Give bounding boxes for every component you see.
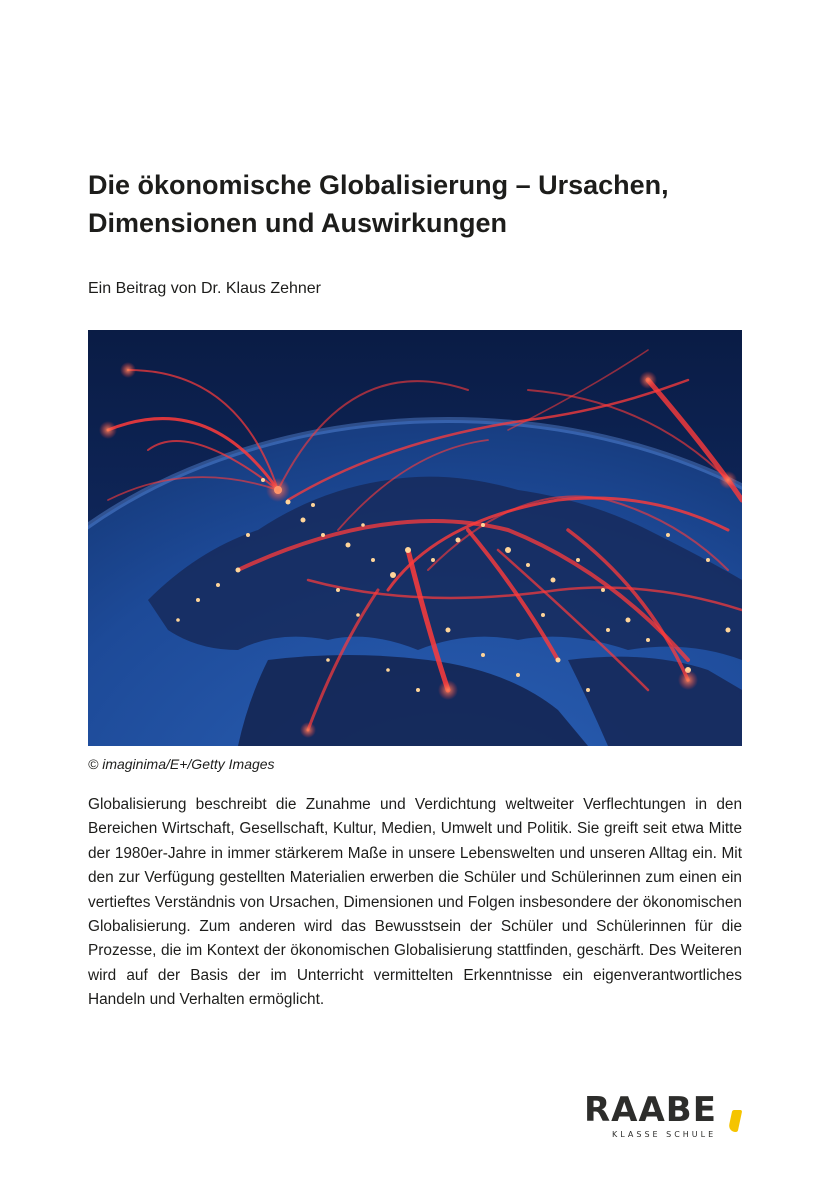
title-line-1: Die ökonomische Globalisierung – Ursachen, (88, 170, 669, 200)
abstract-paragraph: Globalisierung beschreibt die Zunahme und Verdichtung weltweiter Verflechtungen in den Bereichen Wirtschaft, Gesellschaft, Kultur, Medien, Umwelt und Politik. Sie greift seit etwa Mitte der 1980er-Jahre in immer stärkerem Maße in unsere Lebenswelten und unseren Alltag ein. Mit den zur Verfügung gestellten Materialien erwerben die Schüler und Schülerinnen zum einen ein vertieftes Verständnis von Ursachen, Dimensionen und Folgen insbesondere der ökonomischen Globalisierung. Zum anderen wird das Bewusstsein der Schüler und Schülerinnen für die Prozesse, die im Kontext der ökonomischen Globalisierung stattfinden, geschärft. Des Weiteren wird auf der Basis der im Unterricht vermittelten Erkenntnisse ein eigenverantwortliches Handeln und Verhalten ermöglicht. (88, 796, 742, 1009)
logo-comma-icon (728, 1110, 743, 1132)
author-line: Ein Beitrag von Dr. Klaus Zehner (88, 280, 322, 297)
logo-wordmark: RAABE (584, 1090, 717, 1130)
title-line-2: Dimensionen und Auswirkungen (88, 208, 508, 238)
logo-tagline: KLASSE SCHULE (612, 1130, 717, 1139)
globe-network-photo (88, 330, 742, 746)
image-credit: © imaginima/E+/Getty Images (88, 756, 275, 772)
raabe-logo (584, 1092, 744, 1142)
page-title (88, 166, 768, 242)
